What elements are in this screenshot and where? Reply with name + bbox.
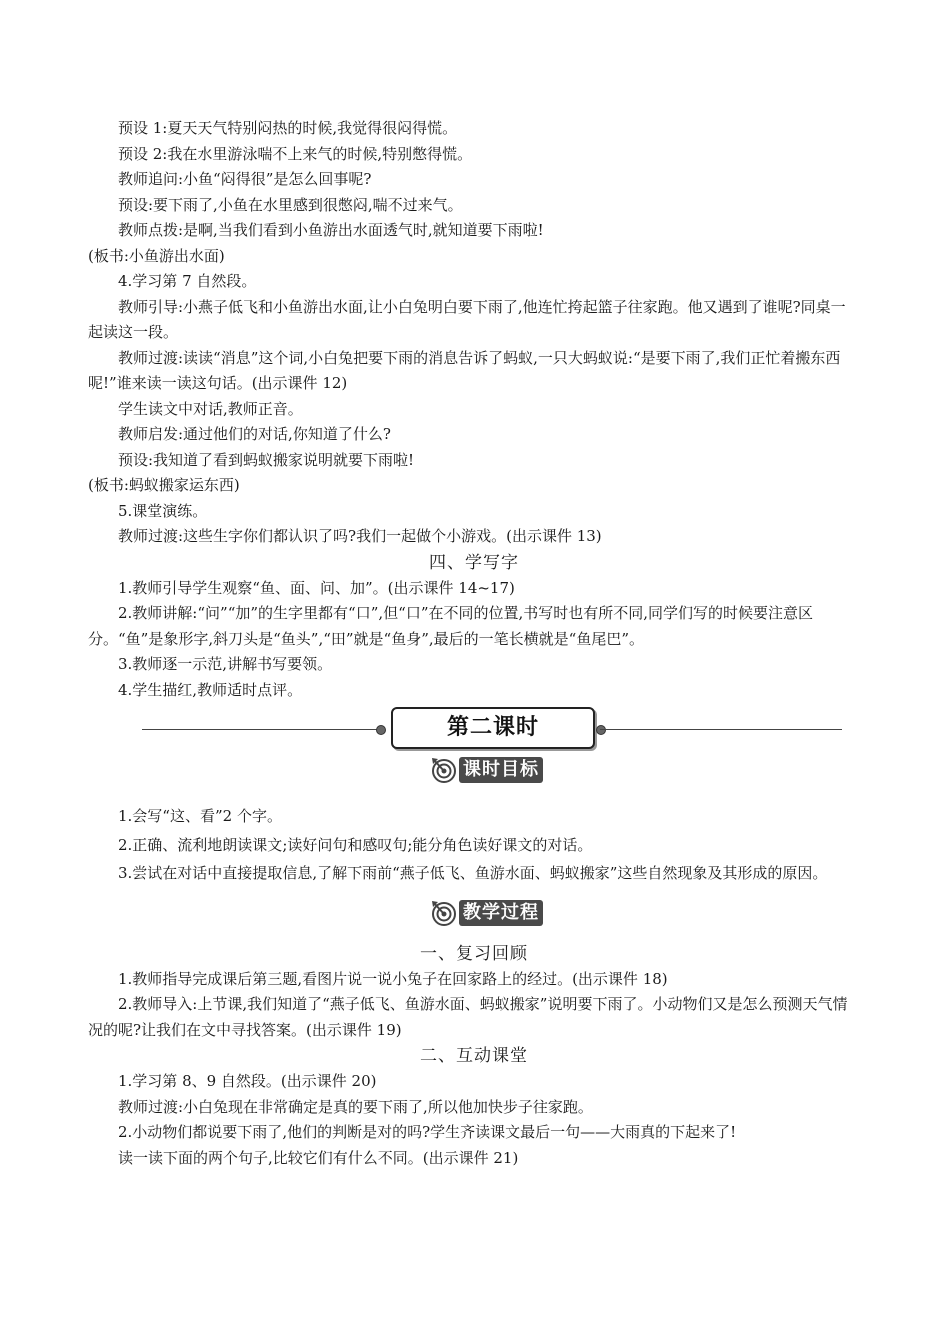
paragraph: 学生读文中对话,教师正音。	[118, 399, 303, 418]
paragraph: 2.教师导入:上节课,我们知道了“燕子低飞、鱼游水面、蚂蚁搬家”说明要下雨了。小动物们又是怎么预测天气情况的呢?让我们在文中寻找答案。(出示课件 19)	[88, 995, 848, 1039]
paragraph: 教师追问:小鱼“闷得很”是怎么回事呢?	[118, 170, 372, 188]
paragraph: 教师过渡:小白兔现在非常确定是真的要下雨了,所以他加快步子往家跑。	[118, 1097, 593, 1116]
paragraph: 教师引导:小燕子低飞和小鱼游出水面,让小白兔明白要下雨了,他连忙挎起篮子往家跑。他又遇到了谁呢?同桌一起读这一段。	[88, 297, 846, 341]
divider-line	[142, 729, 380, 730]
target-icon	[431, 900, 457, 926]
goal-item: 3.尝试在对话中直接提取信息,了解下雨前“燕子低飞、鱼游水面、蚂蚁搬家”这些自然现象及其形成的原因。	[118, 864, 828, 882]
goal-item: 1.会写“这、看”2 个字。	[118, 807, 282, 825]
paragraph: 1.学习第 8、9 自然段。(出示课件 20)	[118, 1072, 377, 1090]
target-icon	[431, 757, 457, 783]
paragraph: 2.小动物们都说要下雨了,他们的判断是对的吗?学生齐读课文最后一句——大雨真的下起来了!	[118, 1123, 737, 1141]
paragraph: 预设 2:我在水里游泳喘不上来气的时候,特别憋得慌。	[118, 144, 473, 163]
paragraph: 教师启发:通过他们的对话,你知道了什么?	[118, 425, 391, 443]
paragraph: 预设:我知道了看到蚂蚁搬家说明就要下雨啦!	[118, 450, 415, 469]
paragraph: 3.教师逐一示范,讲解书写要领。	[118, 655, 333, 673]
goals-tag	[88, 754, 860, 788]
lesson-title: 第二课时	[391, 707, 595, 749]
board-note: (板书:蚂蚁搬家运东西)	[88, 476, 240, 494]
paragraph: 1.教师引导学生观察“鱼、面、问、加”。(出示课件 14~17)	[118, 578, 515, 597]
paragraph: 4.学习第 7 自然段。	[118, 272, 257, 290]
paragraph: 教师过渡:读读“消息”这个词,小白兔把要下雨的消息告诉了蚂蚁,一只大蚂蚁说:“是要下雨了,我们正忙着搬东西呢!”谁来读一读这句话。(出示课件 12)	[88, 348, 841, 392]
board-note: (板书:小鱼游出水面)	[88, 246, 225, 265]
paragraph: 4.学生描红,教师适时点评。	[118, 680, 303, 699]
paragraph: 教师点拨:是啊,当我们看到小鱼游出水面透气时,就知道要下雨啦!	[118, 221, 544, 239]
paragraph: 预设:要下雨了,小鱼在水里感到很憋闷,喘不过来气。	[118, 195, 463, 214]
dot-icon	[376, 725, 386, 735]
section-heading-review: 一、复习回顾	[420, 943, 528, 964]
goal-item: 2.正确、流利地朗读课文;读好问句和感叹句;能分角色读好课文的对话。	[118, 835, 593, 854]
paragraph: 教师过渡:这些生字你们都认识了吗?我们一起做个小游戏。(出示课件 13)	[118, 527, 602, 545]
lesson-banner	[88, 706, 860, 752]
divider-line	[600, 729, 842, 730]
paragraph: 读一读下面的两个句子,比较它们有什么不同。(出示课件 21)	[118, 1148, 519, 1167]
section-heading-interact: 二、互动课堂	[420, 1046, 528, 1066]
paragraph: 预设 1:夏天天气特别闷热的时候,我觉得很闷得慌。	[118, 119, 458, 137]
dot-icon	[596, 725, 606, 735]
process-tag	[88, 897, 860, 931]
paragraph: 2.教师讲解:“问”“加”的生字里都有“口”,但“口”在不同的位置,书写时也有所不同,同学们写的时候要注意区分。“鱼”是象形字,斜刀头是“鱼头”,“田”就是“鱼身”,最后的一笔长横就是“鱼尾巴”。	[88, 604, 814, 648]
paragraph: 5.课堂演练。	[118, 501, 208, 520]
section-heading-write: 四、学写字	[429, 552, 519, 573]
paragraph: 1.教师指导完成课后第三题,看图片说一说小兔子在回家路上的经过。(出示课件 18)	[118, 969, 668, 988]
goals-tag-label: 课时目标	[459, 757, 543, 783]
process-tag-label: 教学过程	[459, 900, 543, 926]
document-page	[88, 116, 860, 1171]
